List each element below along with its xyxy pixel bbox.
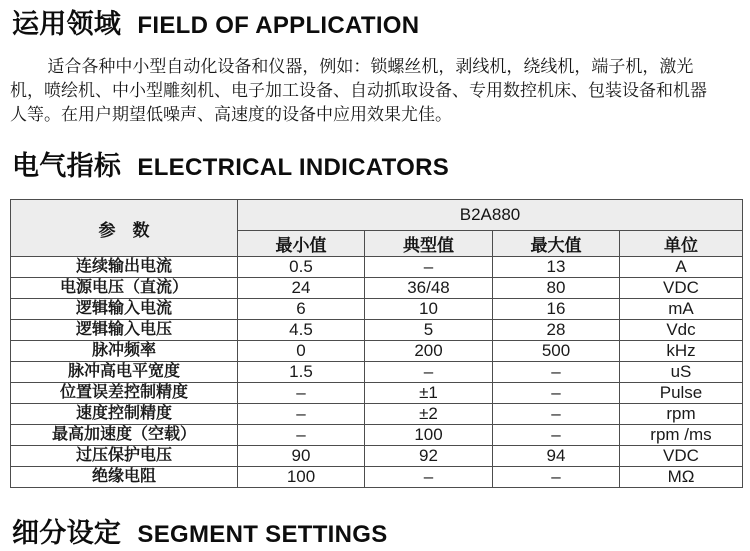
min-value-cell: 90	[238, 446, 365, 467]
section-title-electrical-en: ELECTRICAL INDICATORS	[137, 154, 450, 181]
max-value-cell: 13	[493, 257, 620, 278]
min-value-cell: 0	[238, 341, 365, 362]
unit-cell: Vdc	[620, 320, 743, 341]
typical-value-cell: –	[365, 257, 493, 278]
section-title-segment-en: SEGMENT SETTINGS	[137, 521, 388, 548]
table-row	[11, 446, 743, 467]
min-value-cell: 0.5	[238, 257, 365, 278]
paragraph-line: 机，喷绘机、中小型雕刻机、电子加工设备、自动抓取设备、专用数控机床、包装设备和机器	[10, 81, 707, 100]
table-row	[11, 467, 743, 488]
max-value-cell: –	[493, 425, 620, 446]
table-row	[11, 383, 743, 404]
param-header-cell: 参 数	[11, 200, 238, 257]
min-value-cell: 24	[238, 278, 365, 299]
typical-value-cell: –	[365, 362, 493, 383]
min-value-cell: 4.5	[238, 320, 365, 341]
section-title-application-zh: 运用领域	[12, 9, 122, 39]
typical-value-cell: 10	[365, 299, 493, 320]
paragraph-line: 人等。在用户期望低噪声、高速度的设备中应用效果尤佳。	[10, 105, 452, 124]
typical-value-cell: 5	[365, 320, 493, 341]
section-title-segment-zh: 细分设定	[12, 518, 122, 548]
min-value-cell: –	[238, 383, 365, 404]
typical-value-cell: 36/48	[365, 278, 493, 299]
table-row	[11, 404, 743, 425]
param-cell: 连续输出电流	[11, 257, 238, 278]
application-paragraph	[10, 55, 738, 127]
table-header-row-model	[11, 200, 743, 231]
model-header-cell: B2A880	[238, 200, 743, 231]
max-value-cell: 28	[493, 320, 620, 341]
typical-value-cell: 100	[365, 425, 493, 446]
max-value-cell: –	[493, 404, 620, 425]
param-cell: 脉冲频率	[11, 341, 238, 362]
col-header-unit: 单位	[620, 231, 743, 257]
max-value-cell: 16	[493, 299, 620, 320]
min-value-cell: 1.5	[238, 362, 365, 383]
section-title-segment	[0, 515, 750, 551]
typical-value-cell: 92	[365, 446, 493, 467]
unit-cell: uS	[620, 362, 743, 383]
param-cell: 最高加速度（空载）	[11, 425, 238, 446]
unit-cell: rpm /ms	[620, 425, 743, 446]
param-cell: 速度控制精度	[11, 404, 238, 425]
unit-cell: A	[620, 257, 743, 278]
section-title-electrical-zh: 电气指标	[12, 151, 122, 181]
typical-value-cell: ±1	[365, 383, 493, 404]
max-value-cell: –	[493, 467, 620, 488]
min-value-cell: 100	[238, 467, 365, 488]
paragraph-line: 适合各种中小型自动化设备和仪器，例如：锁螺丝机，剥线机，绕线机，端子机，激光	[47, 57, 694, 76]
section-title-application	[0, 0, 750, 42]
col-header-max: 最大值	[493, 231, 620, 257]
section-title-application-en: FIELD OF APPLICATION	[137, 12, 420, 39]
max-value-cell: –	[493, 383, 620, 404]
unit-cell: MΩ	[620, 467, 743, 488]
param-cell: 位置误差控制精度	[11, 383, 238, 404]
table-row	[11, 278, 743, 299]
unit-cell: Pulse	[620, 383, 743, 404]
unit-cell: VDC	[620, 446, 743, 467]
unit-cell: kHz	[620, 341, 743, 362]
electrical-indicators-table	[10, 199, 743, 488]
max-value-cell: 94	[493, 446, 620, 467]
col-header-min: 最小值	[238, 231, 365, 257]
table-row	[11, 299, 743, 320]
max-value-cell: 500	[493, 341, 620, 362]
max-value-cell: –	[493, 362, 620, 383]
param-cell: 电源电压（直流）	[11, 278, 238, 299]
param-cell: 绝缘电阻	[11, 467, 238, 488]
typical-value-cell: 200	[365, 341, 493, 362]
min-value-cell: 6	[238, 299, 365, 320]
table-row	[11, 257, 743, 278]
param-cell: 逻辑输入电压	[11, 320, 238, 341]
table-row	[11, 362, 743, 383]
table-row	[11, 341, 743, 362]
min-value-cell: –	[238, 404, 365, 425]
unit-cell: rpm	[620, 404, 743, 425]
param-cell: 脉冲高电平宽度	[11, 362, 238, 383]
unit-cell: VDC	[620, 278, 743, 299]
param-cell: 逻辑输入电流	[11, 299, 238, 320]
col-header-typ: 典型值	[365, 231, 493, 257]
max-value-cell: 80	[493, 278, 620, 299]
param-cell: 过压保护电压	[11, 446, 238, 467]
typical-value-cell: ±2	[365, 404, 493, 425]
typical-value-cell: –	[365, 467, 493, 488]
unit-cell: mA	[620, 299, 743, 320]
min-value-cell: –	[238, 425, 365, 446]
table-row	[11, 320, 743, 341]
table-row	[11, 425, 743, 446]
section-title-electrical	[0, 148, 750, 184]
